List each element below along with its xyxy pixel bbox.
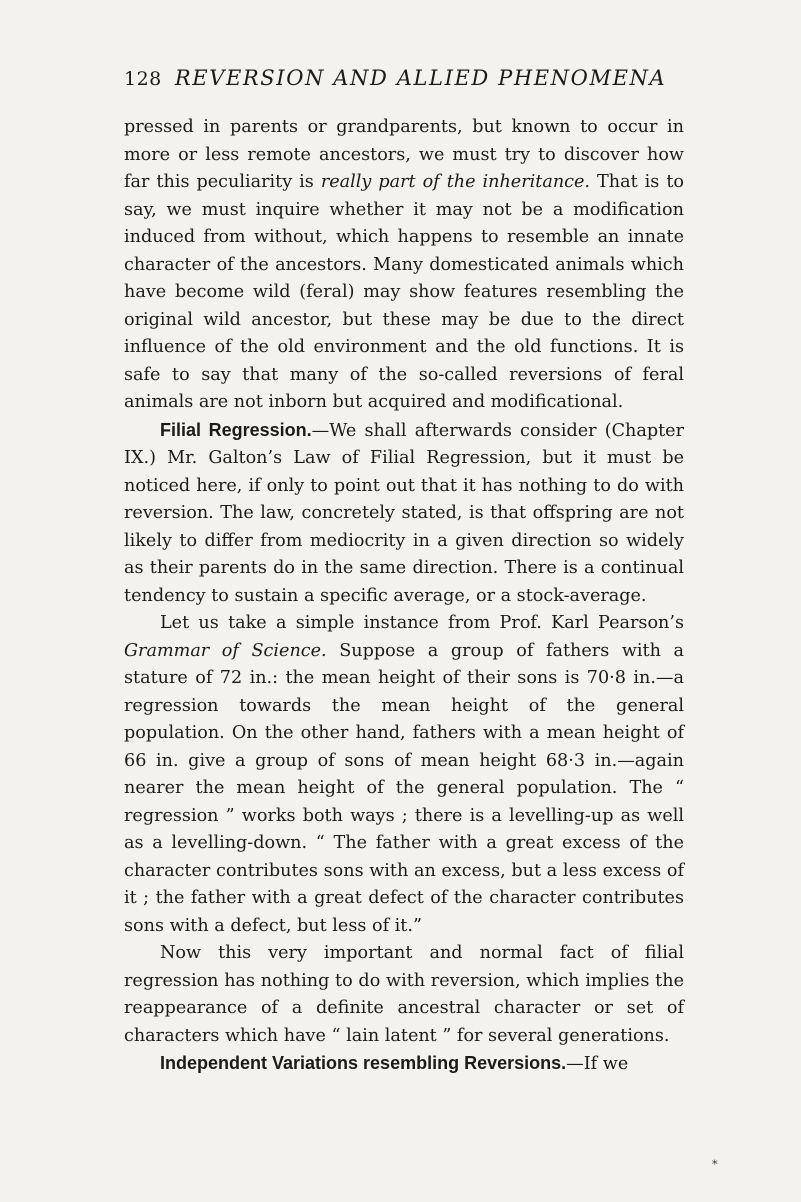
paragraph-text: Let us take a simple instance from Prof. Karl Pearson’s <box>160 613 684 633</box>
paragraph-continuation <box>124 114 684 417</box>
book-title-italic: Grammar of Science. <box>124 640 327 661</box>
paragraph-text: —If we <box>566 1054 629 1074</box>
running-head <box>124 66 694 102</box>
paragraph-regression-vs-reversion <box>124 940 684 1050</box>
paragraph-text: pressed in parents or grandparents, but known to occur in more or less remote ancestors, we must try to discover how far this peculiarity is <box>124 117 684 192</box>
paragraph-text: Suppose a group of fathers with a stature of 72 in.: the mean height of their sons is 70·8 in.—a regression towards the mean height of the general population. On the other hand, fathers with a mean height of 66 in. give a group of sons of mean height 68·3 in.—again nearer the mean height of the general population. The “ regression ” works both ways ; there is a levelling-up as well as a levelling-down. “ The father with a great excess of the character contributes sons with an excess, but a less excess of it ; the father with a great defect of the character contributes sons with a defect, but less of it.” <box>124 640 684 936</box>
paragraph-filial-regression <box>124 417 684 611</box>
body-text <box>124 114 684 1079</box>
paragraph-text: Now this very important and normal fact of filial regression has nothing to do with reversion, which implies the reappearance of a definite ancestral character or set of characters which have “ lain latent ” for several generations. <box>124 943 684 1046</box>
section-heading-independent-variations: Independent Variations resembling Reversions. <box>160 1053 567 1073</box>
printer-mark: * <box>712 1158 718 1171</box>
paragraph-pearson-example <box>124 610 684 940</box>
page-number: 128 <box>124 68 162 90</box>
section-heading-filial-regression: Filial Regression. <box>160 419 312 440</box>
paragraph-text: That is to say, we must inquire whether it may not be a modification induced from without, which happens to resemble an innate character of the ancestors. Many domesticated animals which have become wild (feral) may show features resembling the original wild ancestor, but these may be due to the direct influence of the old environment and the old functions. It is safe to say that many of the so-called reversions of feral animals are not inborn but acquired and modificational. <box>124 172 684 412</box>
running-title: REVERSION AND ALLIED PHENOMENA <box>174 66 667 90</box>
italic-phrase: really part of the inheritance. <box>320 172 591 192</box>
paragraph-text: —We shall afterwards consider (Chapter IX.) Mr. Galton’s Law of Filial Regression, but it must be noticed here, if only to point out that it has nothing to do with reversion. The law, concretely stated, is that offspring are not likely to differ from mediocrity in a given direction so widely as their parents do in the same direction. There is a continual tendency to sustain a specific average, or a stock-average. <box>124 420 685 606</box>
paragraph-independent-variations <box>124 1050 684 1079</box>
